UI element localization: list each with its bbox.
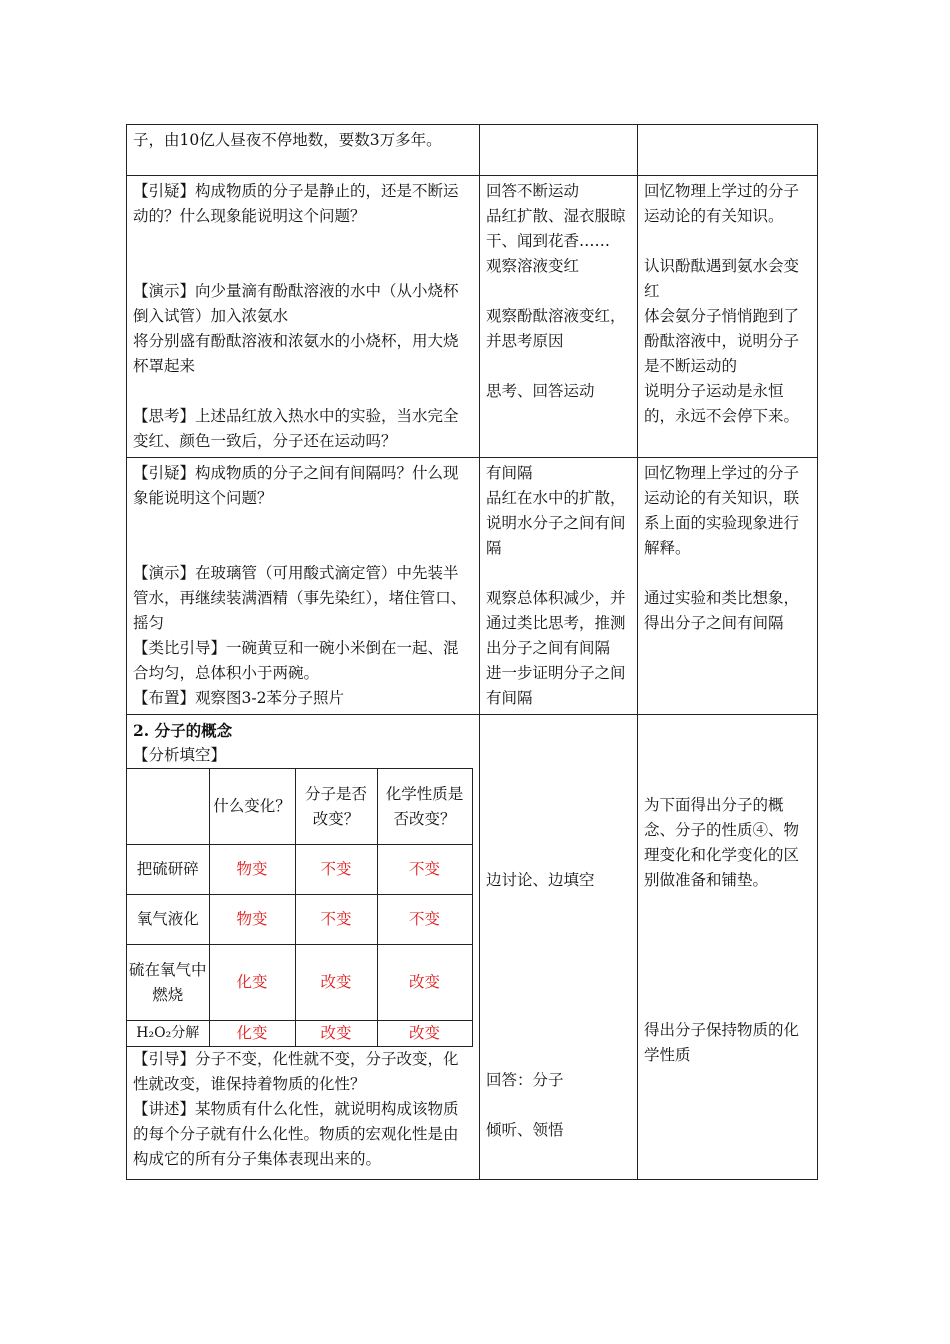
paragraph: 将分别盛有酚酞溶液和浓氨水的小烧杯，用大烧杯罩起来 xyxy=(133,332,459,375)
paragraph: 观察溶液变红 xyxy=(486,257,580,275)
inner-value-cell: 改变 xyxy=(377,1021,472,1047)
table-row xyxy=(127,458,818,715)
design-intent-cell xyxy=(638,458,818,715)
paragraph: 【讲述】某物质有什么化性，就说明构成该物质的每个分子就有什么化性。物质的宏观化性是由构成它的所有分子集体表现出来的。 xyxy=(133,1100,459,1168)
inner-value-cell: 不变 xyxy=(377,845,472,895)
inner-label-cell: 硫在氧气中燃烧 xyxy=(127,945,209,1021)
inner-value-cell: 不变 xyxy=(295,895,377,945)
student-activity-cell xyxy=(480,125,638,176)
inner-value-cell: 化变 xyxy=(209,945,295,1021)
student-activity-cell xyxy=(480,458,638,715)
inner-header-row xyxy=(127,769,472,845)
paragraph: 观察酚酞溶液变红，并思考原因 xyxy=(486,307,626,350)
inner-value-cell: 不变 xyxy=(295,845,377,895)
design-intent-cell xyxy=(638,176,818,458)
inner-label-cell: H₂O₂分解 xyxy=(127,1021,209,1047)
paragraph: 【布置】观察图3-2苯分子照片 xyxy=(133,689,344,707)
inner-row xyxy=(127,945,472,1021)
paragraph: 有间隔 xyxy=(486,464,533,482)
paragraph: 【分析填空】 xyxy=(133,746,227,764)
paragraph: 【类比引导】一碗黄豆和一碗小米倒在一起、混合均匀，总体积小于两碗。 xyxy=(133,639,459,682)
paragraph: 得出分子保持物质的化学性质 xyxy=(644,1021,800,1064)
inner-value-cell: 不变 xyxy=(377,895,472,945)
section-heading: 2. 分子的概念 xyxy=(133,721,233,740)
inner-label-cell: 把硫研碎 xyxy=(127,845,209,895)
student-activity-cell xyxy=(480,176,638,458)
lesson-plan-table xyxy=(126,124,818,1180)
inner-value-cell: 化变 xyxy=(209,1021,295,1047)
inner-row xyxy=(127,845,472,895)
student-activity-cell xyxy=(480,715,638,1180)
paragraph: 【引疑】构成物质的分子是静止的，还是不断运动的？什么现象能说明这个问题？ xyxy=(133,182,459,225)
paragraph: 倾听、领悟 xyxy=(486,1121,564,1139)
paragraph: 思考、回答运动 xyxy=(486,382,595,400)
design-intent-cell xyxy=(638,125,818,176)
paragraph: 品红扩散、湿衣服晾干、闻到花香…… xyxy=(486,207,626,250)
paragraph: 【演示】在玻璃管（可用酸式滴定管）中先装半管水，再继续装满酒精（事先染红），堵住管口、摇匀 xyxy=(133,564,467,632)
paragraph: 回忆物理上学过的分子运动论的有关知识。 xyxy=(644,182,800,225)
table-row xyxy=(127,125,818,176)
paragraph: 回答：分子 xyxy=(486,1071,564,1089)
analysis-table xyxy=(127,768,473,1047)
table-row xyxy=(127,715,818,1180)
paragraph: 【引导】分子不变，化性就不变，分子改变，化性就改变，谁保持着物质的化性？ xyxy=(133,1050,459,1093)
inner-row xyxy=(127,895,472,945)
inner-value-cell: 改变 xyxy=(377,945,472,1021)
inner-header-cell: 分子是否改变？ xyxy=(295,769,377,845)
paragraph: 子，由10亿人昼夜不停地数，要数3万多年。 xyxy=(133,131,442,149)
design-intent-cell xyxy=(638,715,818,1180)
paragraph: 【演示】向少量滴有酚酞溶液的水中（从小烧杯倒入试管）加入浓氨水 xyxy=(133,282,459,325)
table-row xyxy=(127,176,818,458)
inner-value-cell: 改变 xyxy=(295,945,377,1021)
paragraph: 进一步证明分子之间有间隔 xyxy=(486,664,626,707)
inner-header-cell: 化学性质是否改变？ xyxy=(377,769,472,845)
teacher-activity-cell xyxy=(127,176,480,458)
paragraph: 观察总体积减少，并通过类比思考，推测出分子之间有间隔 xyxy=(486,589,626,657)
paragraph: 回答不断运动 xyxy=(486,182,580,200)
inner-value-cell: 改变 xyxy=(295,1021,377,1047)
paragraph: 为下面得出分子的概念、分子的性质④、物理变化和化学变化的区别做准备和铺垫。 xyxy=(644,796,800,889)
inner-label-cell: 氧气液化 xyxy=(127,895,209,945)
teacher-activity-cell xyxy=(127,125,480,176)
teacher-activity-cell xyxy=(127,715,480,1180)
paragraph: 边讨论、边填空 xyxy=(486,871,595,889)
inner-row xyxy=(127,1021,472,1047)
inner-header-cell: 什么变化？ xyxy=(209,769,295,845)
paragraph: 认识酚酞遇到氨水会变红 xyxy=(644,257,800,300)
paragraph: 【思考】上述品红放入热水中的实验，当水完全变红、颜色一致后，分子还在运动吗？ xyxy=(133,407,459,450)
paragraph: 回忆物理上学过的分子运动论的有关知识，联系上面的实验现象进行解释。 xyxy=(644,464,800,557)
paragraph: 通过实验和类比想象，得出分子之间有间隔 xyxy=(644,589,800,632)
inner-value-cell: 物变 xyxy=(209,895,295,945)
paragraph: 【引疑】构成物质的分子之间有间隔吗？什么现象能说明这个问题？ xyxy=(133,464,459,507)
paragraph: 品红在水中的扩散，说明水分子之间有间隔 xyxy=(486,489,626,557)
paragraph: 体会氨分子悄悄跑到了酚酞溶液中，说明分子是不断运动的 xyxy=(644,307,800,375)
inner-value-cell: 物变 xyxy=(209,845,295,895)
paragraph: 说明分子运动是永恒的，永远不会停下来。 xyxy=(644,382,800,425)
teacher-activity-cell xyxy=(127,458,480,715)
inner-header-cell xyxy=(127,769,209,845)
